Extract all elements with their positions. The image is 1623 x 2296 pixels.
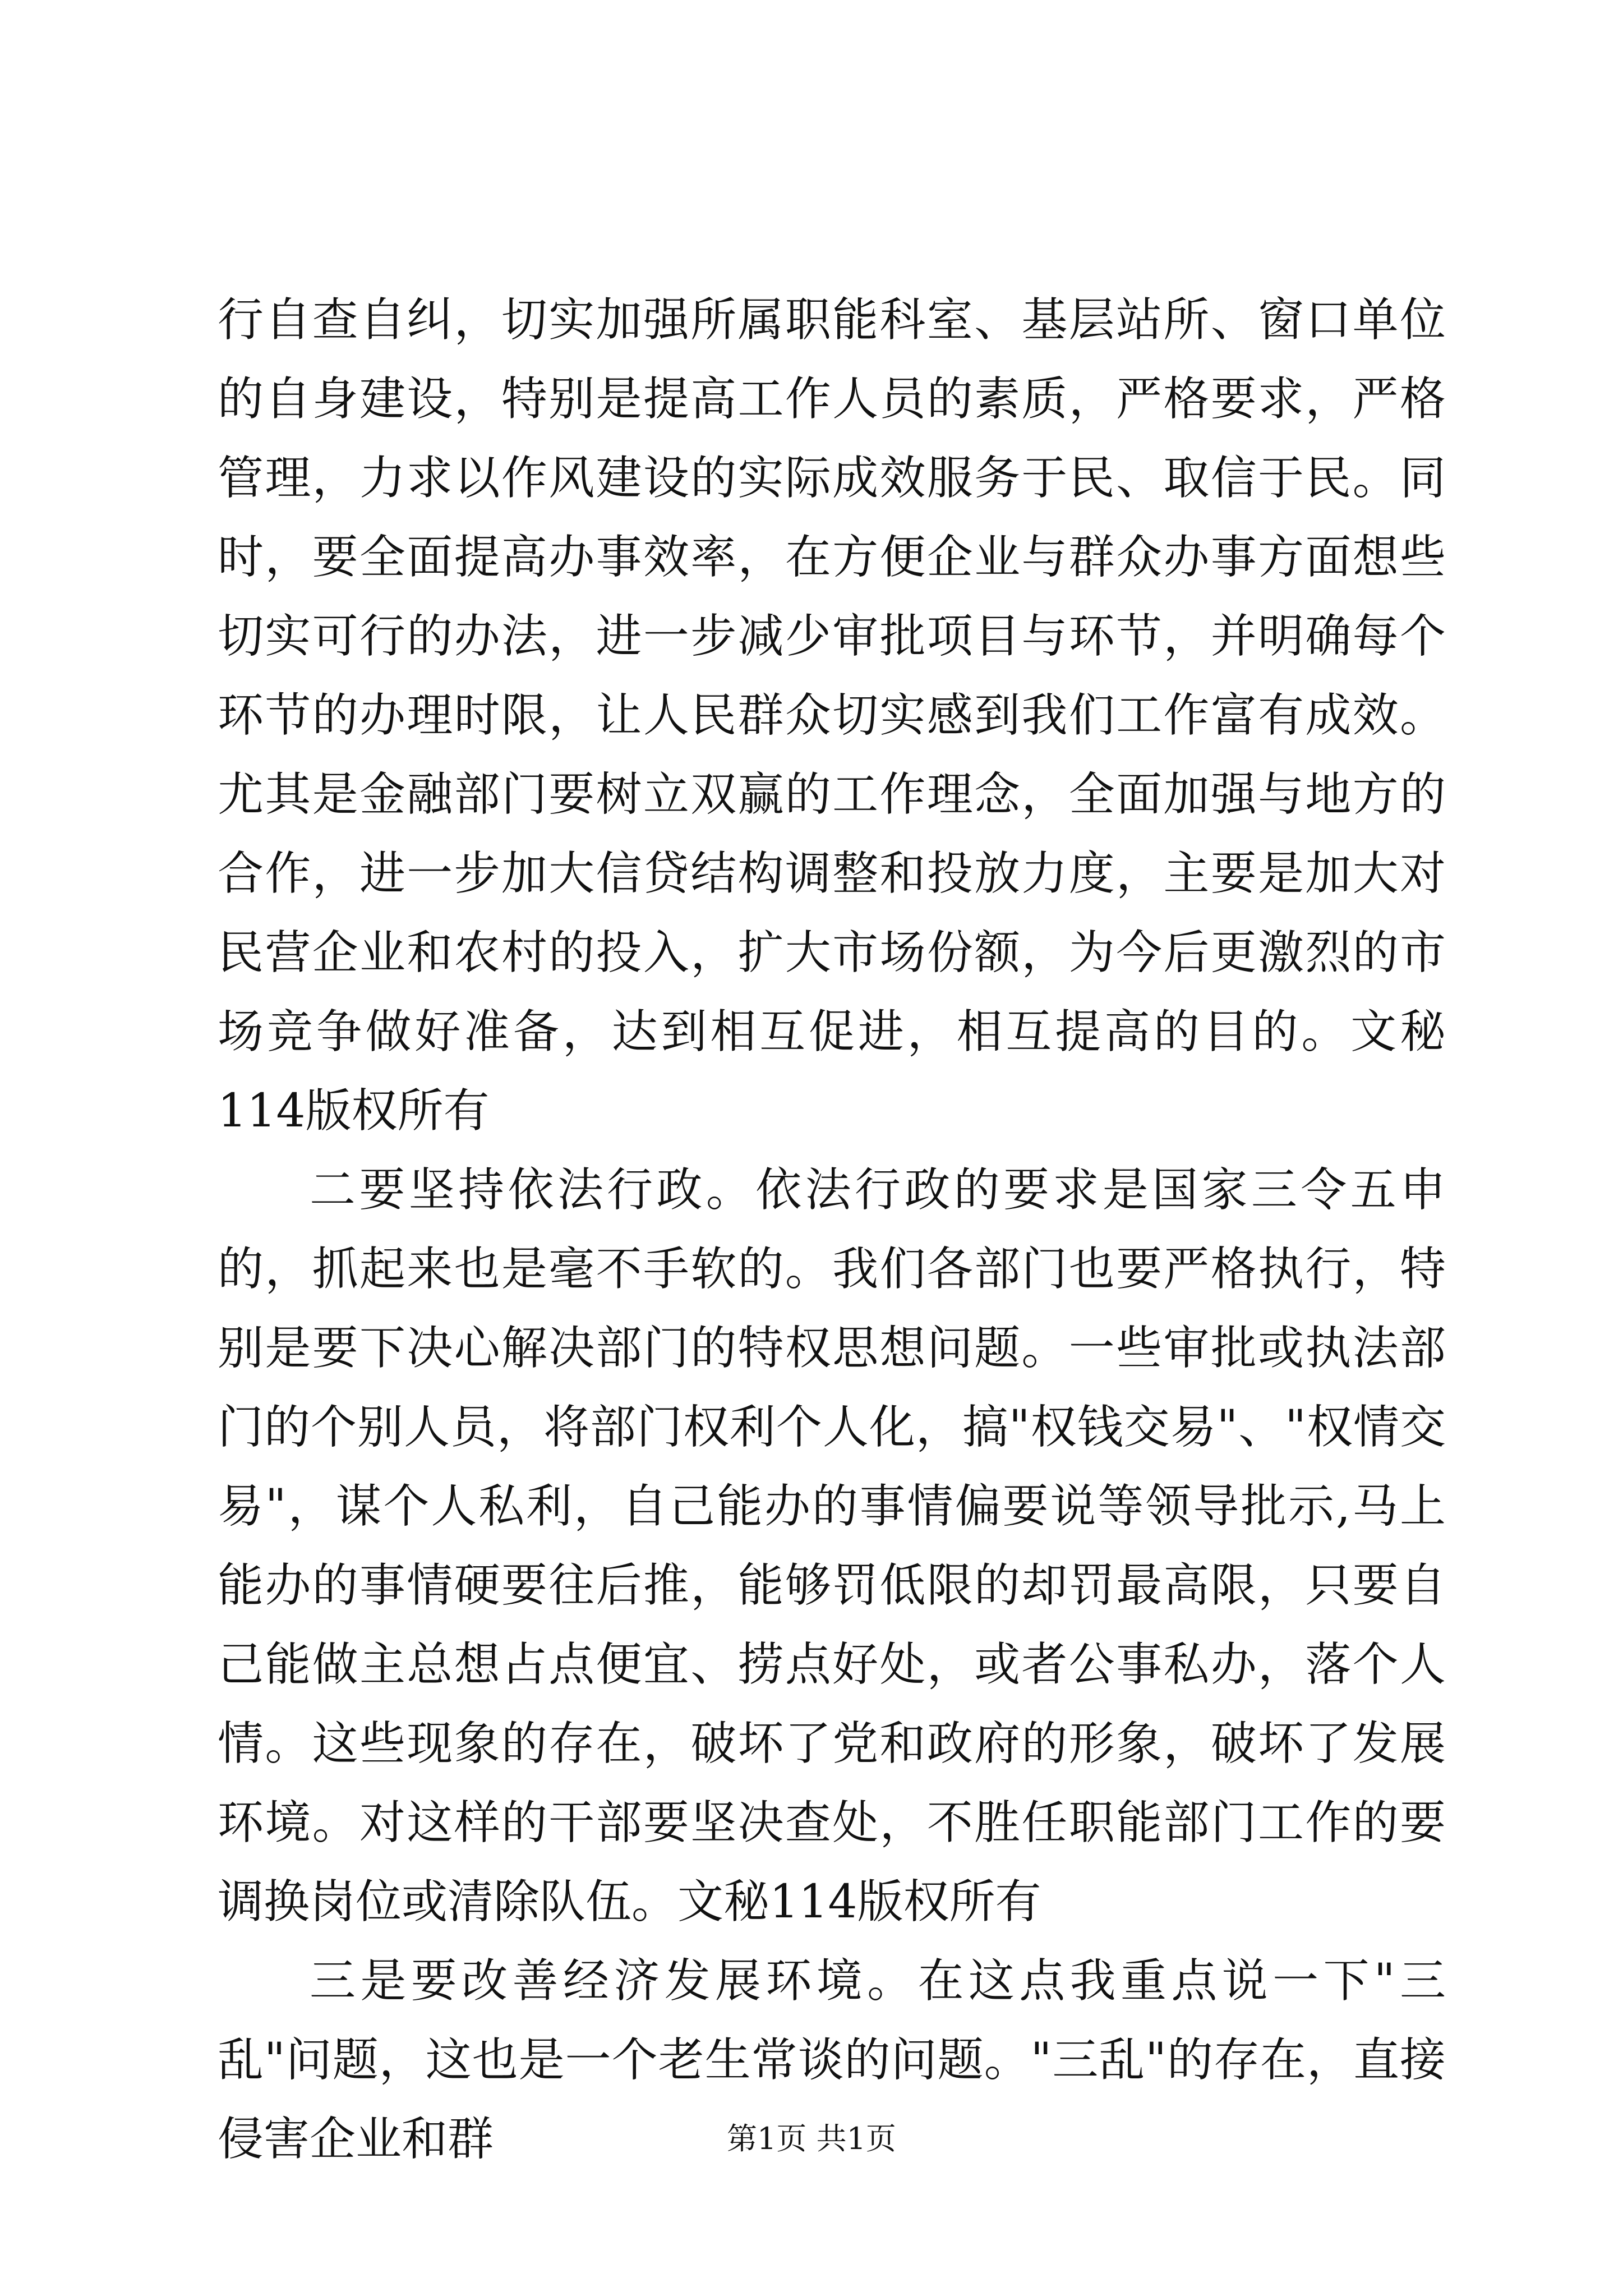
document-body bbox=[218, 280, 1446, 2179]
paragraph-continuation: 行自查自纠，切实加强所属职能科室、基层站所、窗口单位的自身建设，特别是提高工作人员的素质，严格要求，严格管理，力求以作风建设的实际成效服务于民、取信于民。同时，要全面提高办事效率，在方便企业与群众办事方面想些切实可行的办法，进一步减少审批项目与环节，并明确每个环节的办理时限，让人民群众切实感到我们工作富有成效。尤其是金融部门要树立双赢的工作理念，全面加强与地方的合作，进一步加大信贷结构调整和投放力度，主要是加大对民营企业和农村的投入，扩大市场份额，为今后更激烈的市场竞争做好准备，达到相互促进，相互提高的目的。文秘114版权所有 bbox=[218, 293, 1446, 1138]
paragraph-economic-environment: 三是要改善经济发展环境。在这点我重点说一下"三乱"问题，这也是一个老生常谈的问题。"三乱"的存在，直接侵害企业和群 bbox=[218, 1954, 1446, 2166]
paragraph-law-administration: 二要坚持依法行政。依法行政的要求是国家三令五申的，抓起来也是毫不手软的。我们各部门也要严格执行，特别是要下决心解决部门的特权思想问题。一些审批或执法部门的个别人员，将部门权利个人化，搞"权钱交易"、"权情交易"，谋个人私利，自己能办的事情偏要说等领导批示,马上能办的事情硬要往后推，能够罚低限的却罚最高限，只要自己能做主总想占点便宜、捞点好处，或者公事私办，落个人情。这些现象的存在，破坏了党和政府的形象，破坏了发展环境。对这样的干部要坚决查处，不胜任职能部门工作的要调换岗位或清除队伍。文秘114版权所有 bbox=[218, 1163, 1446, 1929]
page-footer: 第1页 共1页 bbox=[727, 2121, 896, 2156]
